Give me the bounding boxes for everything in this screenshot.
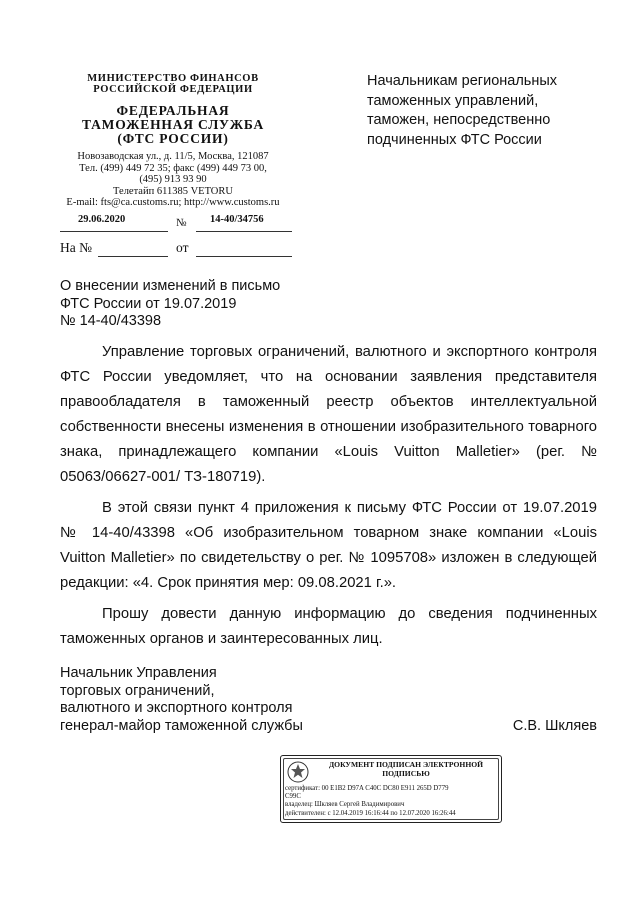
reference-row: [60, 240, 300, 260]
ministry-line-2: РОССИЙСКОЙ ФЕДЕРАЦИИ: [93, 84, 253, 95]
service-line-1: ФЕДЕРАЛЬНАЯ: [116, 103, 230, 118]
body-paragraph-1: Управление торговых ограничений, валютного и экспортного контроля ФТС России уведомляет, что на основании заявления представителя правообладателя в таможенный реестр объектов интеллектуальной собственности внесены изменения в отношении изобразительного товарного знака, принадлежащего компании «Louis Vuitton Malletier» (рег. № 05063/06627-001/ ТЗ-180719).: [60, 344, 597, 485]
number-underline: [196, 231, 292, 232]
subject-line-3: № 14-40/43398: [60, 313, 162, 329]
reference-number-underline: [98, 256, 168, 257]
signer-position: [60, 665, 360, 735]
signer-name: С.В. Шкляев: [512, 718, 597, 734]
registration-number: 14-40/34756: [210, 214, 264, 225]
stamp-certificate-cont: C99C: [285, 793, 301, 800]
addressee-block: [367, 72, 617, 150]
addressee-line-3: таможен, непосредственно: [367, 112, 551, 128]
reference-date-underline: [196, 256, 292, 257]
letterhead-service: [60, 104, 286, 146]
number-sign: №: [176, 217, 187, 229]
stamp-certificate: сертификат: 00 E1B2 D97A C40C DC80 E911 265D D779: [285, 785, 449, 792]
date-underline: [60, 231, 168, 232]
letter-body: [60, 340, 597, 652]
addressee-line-1: Начальникам региональных: [367, 73, 558, 89]
stamp-owner: владелец: Шкляев Сергей Владимирович: [285, 801, 405, 808]
addressee-line-2: таможенных управлений,: [367, 92, 539, 109]
registration-row: [60, 213, 292, 233]
subject-line-1: О внесении изменений в письмо: [60, 278, 281, 294]
address-line-3: (495) 913 93 90: [139, 174, 207, 185]
subject-line-2: ФТС России от 19.07.2019: [60, 295, 237, 312]
stamp-title: [313, 760, 499, 778]
emblem-icon: [286, 760, 310, 784]
subject-block: [60, 278, 320, 331]
letterhead-ministry: [60, 73, 286, 95]
reference-number-label: На №: [60, 240, 92, 255]
signer-line-1: Начальник Управления: [60, 665, 217, 681]
signer-line-2: торговых ограничений,: [60, 682, 215, 699]
body-paragraph-3: Прошу довести данную информацию до сведения подчиненных таможенных органов и заинтересованных лиц.: [60, 606, 597, 647]
reference-date-label: от: [176, 240, 189, 255]
stamp-title-line-2: ПОДПИСЬЮ: [382, 769, 430, 778]
addressee-line-4: подчиненных ФТС России: [367, 131, 542, 148]
service-line-2: ТАМОЖЕННАЯ СЛУЖБА: [81, 117, 265, 132]
stamp-validity: действителен: с 12.04.2019 16:16:44 по 12.07.2020 16:26:44: [285, 810, 456, 817]
ministry-line-1: МИНИСТЕРСТВО ФИНАНСОВ: [87, 73, 259, 84]
signer-line-4: генерал-майор таможенной службы: [60, 717, 303, 734]
signer-line-3: валютного и экспортного контроля: [60, 700, 293, 716]
service-line-3: (ФТС РОССИИ): [117, 131, 229, 146]
address-line-1: Новозаводская ул., д. 11/5, Москва, 121087: [77, 151, 269, 162]
electronic-signature-stamp: [280, 755, 502, 823]
body-paragraph-2: В этой связи пункт 4 приложения к письму ФТС России от 19.07.2019 № 14-40/43398 «Об изобразительном товарном знаке компании «Louis Vuitton Malletier» по свидетельству о рег. № 1095708» изложен в следующей редакции: «4. Срок принятия мер: 09.08.2021 г.».: [60, 500, 597, 591]
address-line-4: Телетайп 611385 VETORU: [113, 185, 233, 197]
address-line-2: Тел. (499) 449 72 35; факс (499) 449 73 00,: [79, 162, 267, 174]
address-line-5: E-mail: fts@ca.customs.ru; http://www.customs.ru: [66, 197, 280, 208]
letterhead-address: [56, 151, 290, 209]
stamp-title-line-1: ДОКУМЕНТ ПОДПИСАН ЭЛЕКТРОННОЙ: [328, 760, 484, 769]
registration-date: 29.06.2020: [78, 214, 126, 225]
